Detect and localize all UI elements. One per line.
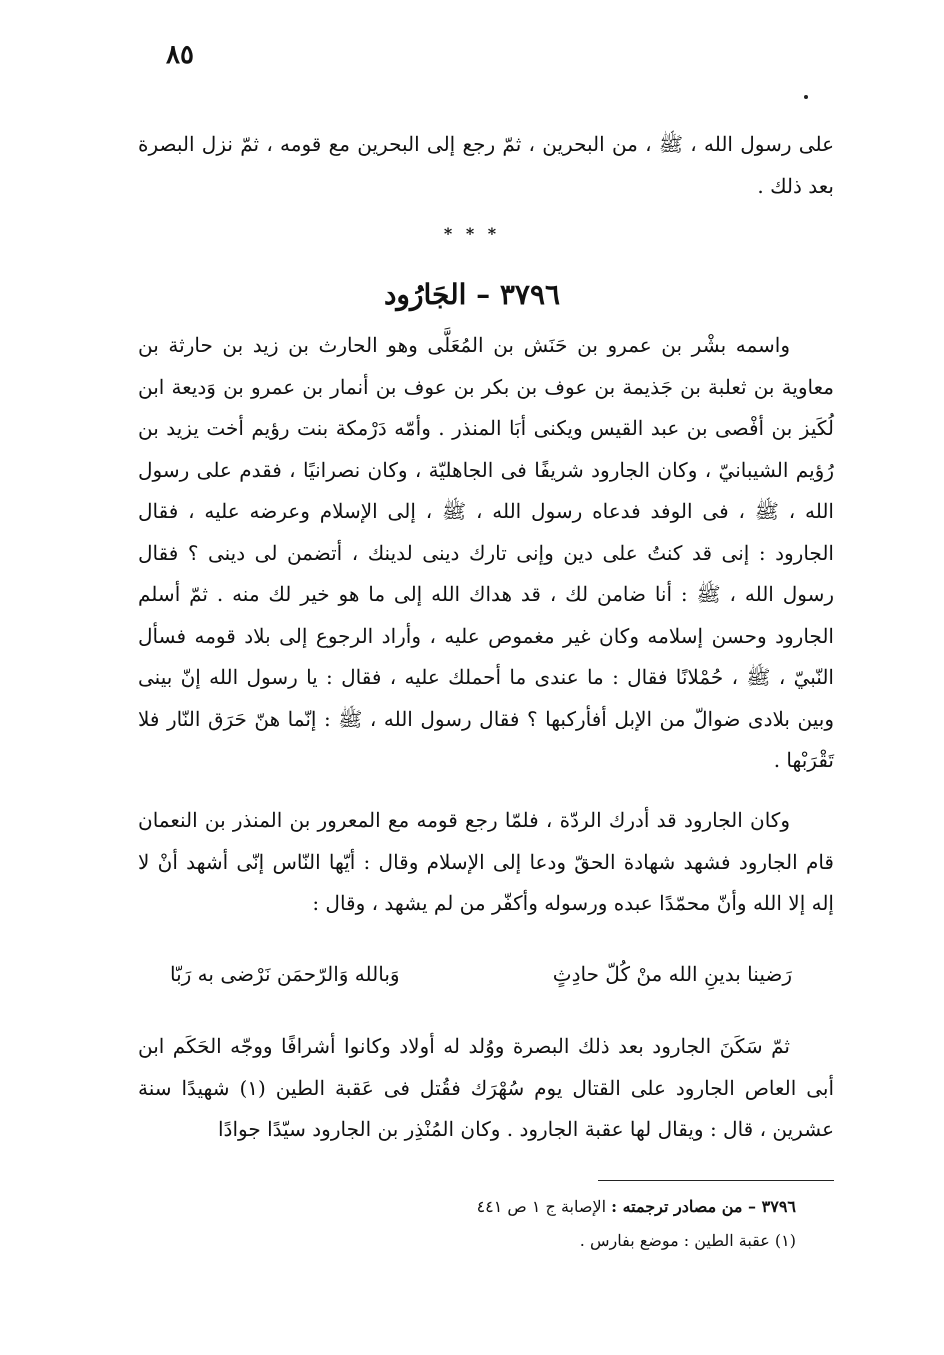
verse-second-hemistich: وَبالله وَالرّحمَن نَرْضى به رَبّا bbox=[170, 962, 400, 986]
entry-dash: – bbox=[476, 278, 491, 311]
source-label: ٣٧٩٦ – من مصادر ترجمته : bbox=[611, 1197, 796, 1216]
source-footnote bbox=[300, 1190, 796, 1224]
verse-first-hemistich: رَضينا بدينِ الله منْ كُلّ حادِثٍ bbox=[552, 962, 792, 986]
continuation-text: على رسول الله ، ﷺ ، من البحرين ، ثمّ رجع إلى البحرين مع قومه ، ثمّ نزل البصرة بعد ذلك . bbox=[138, 132, 834, 198]
paragraph-text: وكان الجارود قد أدرك الردّة ، فلمّا رجع قومه مع المعرور بن المنذر بن النعمان قام الجارود فشهد شهادة الحقّ ودعا إلى الإسلام وقال : أيّها النّاس إنّى أشهد أنْ لا إله إلا الله وأنّ محمّدًا عبده ورسوله وأكفّر من لم يشهد ، وقال : bbox=[138, 808, 834, 915]
biography-paragraph-1 bbox=[138, 325, 834, 782]
entry-heading bbox=[300, 270, 644, 320]
biography-paragraph-3 bbox=[138, 1026, 834, 1151]
source-text: الإصابة ج ١ ص ٤٤١ bbox=[476, 1197, 607, 1216]
entry-number: ٣٧٩٦ bbox=[499, 278, 561, 311]
paragraph-text: واسمه بشْر بن عمرو بن حَنَش بن المُعَلَّى وهو الحارث بن زيد بن حارثة بن معاوية بن ثعلبة بن جَذيمة بن عوف بن بكر بن عوف بن أنمار بن عمرو بن وَديعة ابن لُكَيز بن أفْصى بن عبد القيس ويكنى أبَا المنذر . وأمّه دَرْمكة بنت رؤيم أخت يزيد بن رُؤيم الشيبانيّ ، وكان الجارود شريفًا فى الجاهليّة ، وكان نصرانيًا ، فقدم على رسول الله ، ﷺ ، فى الوفد فدعاه رسول الله ، ﷺ ، إلى الإسلام وعرضه عليه ، فقال الجارود : إنى قد كنتُ على دين وإنى تارك دينى لدينك ، أتضمن لى دينى ؟ فقال رسول الله ، ﷺ : أنا ضامن لك ، قد هداك الله إلى ما هو خير لك منه . ثمّ أسلم الجارود وحسن إسلامه وكان غير مغموص عليه ، وأراد الرجوع إلى بلاد قومه فسأل النّبيّ ، ﷺ ، حُمْلانًا فقال : ما عندى ما أحملك عليه ، فقال : يا رسول الله إنّ بينى وبين بلادى ضوالّ من الإبل أفأركبها ؟ فقال رسول الله ، ﷺ : إنّما هنّ حَرَق النّار فلا تَقْرَبْها . bbox=[138, 333, 834, 772]
print-speck bbox=[804, 95, 808, 99]
section-separator: * * * bbox=[443, 224, 501, 243]
footnote-1: (١) عقبة الطين : موضع بفارس . bbox=[579, 1231, 796, 1250]
entry-name: الجَارُود bbox=[383, 278, 467, 311]
page-number: ٨٥ bbox=[166, 40, 194, 70]
footnotes bbox=[300, 1190, 796, 1258]
poetry-verse bbox=[170, 954, 792, 994]
paragraph-text: ثمّ سَكَنَ الجارود بعد ذلك البصرة ووُلد له أولاد وكانوا أشرافًا ووجّه الحَكَم ابن أبى العاص الجارود على القتال يوم سُهْرَك فقُتل فى عَقبة الطين (١) شهيدًا سنة عشرين ، قال : ويقال لها عقبة الجارود . وكان المُنْذِر بن الجارود سيّدًا جوادًا bbox=[138, 1034, 834, 1141]
continuation-paragraph bbox=[138, 124, 834, 207]
footnote-divider bbox=[598, 1180, 834, 1181]
biography-paragraph-2 bbox=[138, 800, 834, 925]
